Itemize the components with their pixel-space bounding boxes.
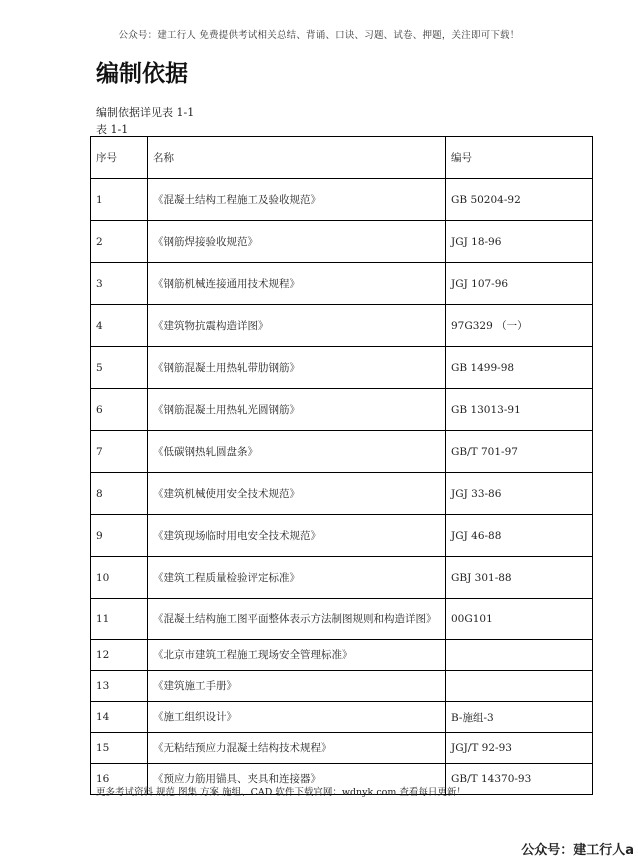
row-no: 12 bbox=[91, 640, 148, 671]
row-name: 《无粘结预应力混凝土结构技术规程》 bbox=[148, 733, 446, 764]
table-row bbox=[91, 557, 593, 599]
row-name: 《预应力筋用锚具、夹具和连接器》 bbox=[148, 764, 446, 795]
table-header-row bbox=[91, 137, 593, 179]
table-row bbox=[91, 347, 593, 389]
row-code: 00G101 bbox=[446, 599, 593, 640]
row-code: JGJ 18-96 bbox=[446, 221, 593, 263]
row-code: GB 1499-98 bbox=[446, 347, 593, 389]
row-code: JGJ 46-88 bbox=[446, 515, 593, 557]
header-note: 公众号：建工行人 免费提供考试相关总结、背诵、口诀、习题、试卷、押题，关注即可下载！ bbox=[118, 30, 520, 41]
basis-table bbox=[90, 136, 593, 795]
row-no: 3 bbox=[91, 263, 148, 305]
intro-text: 编制依据详见表 1-1 bbox=[96, 106, 195, 119]
row-name: 《建筑工程质量检验评定标准》 bbox=[148, 557, 446, 599]
row-no: 1 bbox=[91, 179, 148, 221]
table-row bbox=[91, 431, 593, 473]
row-name: 《低碳钢热轧圆盘条》 bbox=[148, 431, 446, 473]
row-name: 《钢筋焊接验收规范》 bbox=[148, 221, 446, 263]
page-title: 编制依据 bbox=[96, 61, 188, 87]
header-no: 序号 bbox=[91, 137, 148, 179]
row-name: 《钢筋混凝土用热轧带肋钢筋》 bbox=[148, 347, 446, 389]
row-no: 14 bbox=[91, 702, 148, 733]
row-no: 9 bbox=[91, 515, 148, 557]
row-code: GB/T 701-97 bbox=[446, 431, 593, 473]
table-caption: 表 1-1 bbox=[96, 123, 129, 136]
header-name: 名称 bbox=[148, 137, 446, 179]
row-name: 《北京市建筑工程施工现场安全管理标准》 bbox=[148, 640, 446, 671]
row-code: JGJ 107-96 bbox=[446, 263, 593, 305]
table-row bbox=[91, 702, 593, 733]
row-name: 《混凝土结构施工图平面整体表示方法制图规则和构造详图》 bbox=[148, 599, 446, 640]
table-row bbox=[91, 733, 593, 764]
row-no: 8 bbox=[91, 473, 148, 515]
table-row bbox=[91, 305, 593, 347]
row-name: 《建筑物抗震构造详图》 bbox=[148, 305, 446, 347]
row-no: 15 bbox=[91, 733, 148, 764]
watermark: 公众号：建工行人a bbox=[521, 843, 634, 858]
row-no: 2 bbox=[91, 221, 148, 263]
table-row bbox=[91, 515, 593, 557]
table-row bbox=[91, 640, 593, 671]
row-code: 97G329 （一） bbox=[446, 305, 593, 347]
row-no: 5 bbox=[91, 347, 148, 389]
row-name: 《混凝土结构工程施工及验收规范》 bbox=[148, 179, 446, 221]
row-no: 16 bbox=[91, 764, 148, 795]
row-no: 6 bbox=[91, 389, 148, 431]
footer-note: 更多考试资料 规范 图集 方案 施组、CAD 软件下载官网：wdnyk.com 查看每日更新！ bbox=[96, 787, 466, 798]
row-no: 4 bbox=[91, 305, 148, 347]
table-row bbox=[91, 179, 593, 221]
row-code: GB 50204-92 bbox=[446, 179, 593, 221]
row-no: 13 bbox=[91, 671, 148, 702]
row-no: 11 bbox=[91, 599, 148, 640]
row-code: JGJ/T 92-93 bbox=[446, 733, 593, 764]
table-row bbox=[91, 599, 593, 640]
row-no: 10 bbox=[91, 557, 148, 599]
row-no: 7 bbox=[91, 431, 148, 473]
row-name: 《钢筋混凝土用热轧光圆钢筋》 bbox=[148, 389, 446, 431]
row-name: 《钢筋机械连接通用技术规程》 bbox=[148, 263, 446, 305]
row-name: 《建筑机械使用安全技术规范》 bbox=[148, 473, 446, 515]
row-code bbox=[446, 671, 593, 702]
row-code: GBJ 301-88 bbox=[446, 557, 593, 599]
row-name: 《施工组织设计》 bbox=[148, 702, 446, 733]
table-row bbox=[91, 671, 593, 702]
row-name: 《建筑施工手册》 bbox=[148, 671, 446, 702]
row-code: GB/T 14370-93 bbox=[446, 764, 593, 795]
table-row bbox=[91, 389, 593, 431]
table-row bbox=[91, 263, 593, 305]
table-row bbox=[91, 221, 593, 263]
row-code: JGJ 33-86 bbox=[446, 473, 593, 515]
table-row bbox=[91, 473, 593, 515]
row-code: B-施组-3 bbox=[446, 702, 593, 733]
row-name: 《建筑现场临时用电安全技术规范》 bbox=[148, 515, 446, 557]
row-code bbox=[446, 640, 593, 671]
row-code: GB 13013-91 bbox=[446, 389, 593, 431]
header-code: 编号 bbox=[446, 137, 593, 179]
